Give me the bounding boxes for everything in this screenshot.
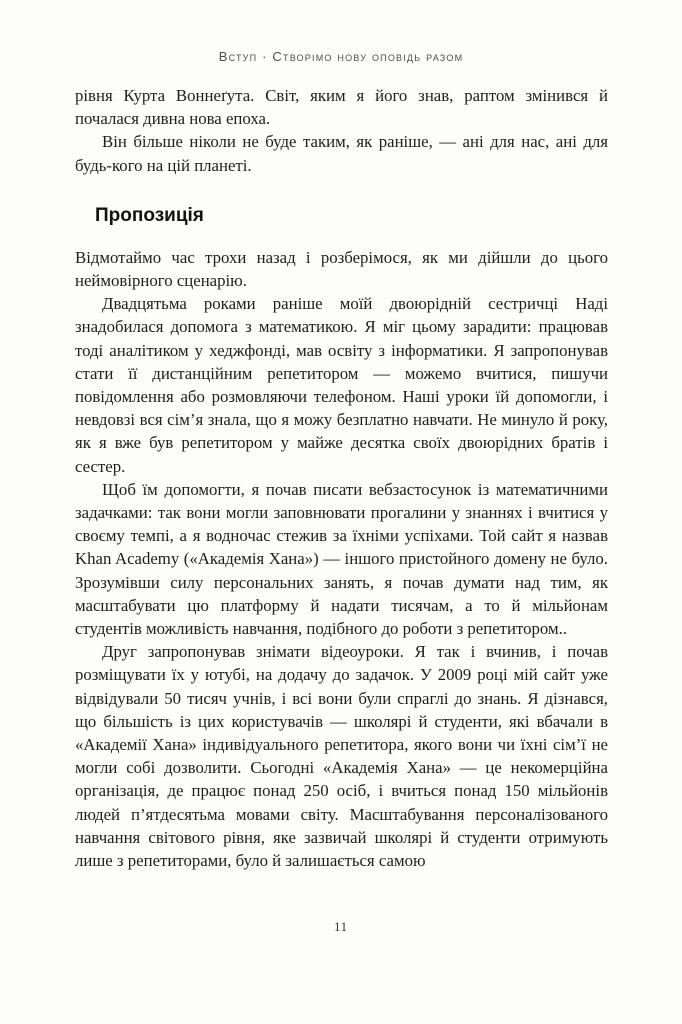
paragraph: Відмотаймо час трохи назад і розберімося, як ми дійшли до цього неймовірного сценарію. xyxy=(75,247,608,291)
page-content xyxy=(75,84,608,872)
running-header-text: Вступ · Створімо нову оповідь разом xyxy=(218,49,464,64)
paragraph-continuation: рівня Курта Воннеґута. Світ, яким я його знав, раптом змінився й почалася дивна нова епоха. xyxy=(75,86,608,129)
paragraph: Щоб їм допомогти, я почав писати вебзастосунок із математичними задачками: так вони могли заповнювати прогалини у знаннях і вчитися у своєму темпі, а я водночас стежив за їхніми успіхами. Той сайт я назвав Khan Academy («Академія Хана») — іншого пристойного домену не було. Зрозумівши силу персональних занять, я почав думати над тим, як масштабувати цю платформу й надати тисячам, а то й мільйонам студентів можливість навчання, подібного до роботи з репетитором.. xyxy=(75,479,608,639)
running-header xyxy=(0,49,682,64)
paragraph: Двадцятьма роками раніше моїй двоюрідній сестричці Наді знадобилася допомога з математикою. Я міг цьому зарадити: працював тоді аналітиком у хеджфонді, мав освіту з інформатики. Я запропонував стати її дистанційним репетитором — можемо вчитися, пишучи повідомлення або розмовляючи телефоном. Наші уроки їй допомогли, і невдовзі вся сім’я знала, що я можу безплатно навчати. Не минуло й року, як я вже був репетитором у майже десятка своїх двоюрідних братів і сестер. xyxy=(75,294,608,476)
paragraph: Друг запропонував знімати відеоуроки. Я так і вчинив, і почав розміщувати їх у ютубі, на додачу до задачок. У 2009 році мій сайт уже відвідували 50 тисяч учнів, і всі вони були спраглі до знань. Я дізнався, що більшість із цих користувачів — школярі й студенти, які вбачали в «Академії Хана» індивідуального репетитора, якого вони чи їхні сім’ї не могли собі дозволити. Сьогодні «Академія Хана» — це некомерційна організація, де працює понад 250 осіб, і вчиться понад 150 мільйонів людей п’ятдесятьма мовами світу. Масштабування персоналізованого навчання світового рівня, яке зазвичай школярі й студенти отримують лише з репетиторами, було й залишається самою xyxy=(75,642,608,871)
section-heading: Пропозиція xyxy=(95,204,204,226)
paragraph: Він більше ніколи не буде таким, як раніше, — ані для нас, ані для будь-кого на цій планеті. xyxy=(75,132,608,175)
page-number: 11 xyxy=(334,920,348,934)
